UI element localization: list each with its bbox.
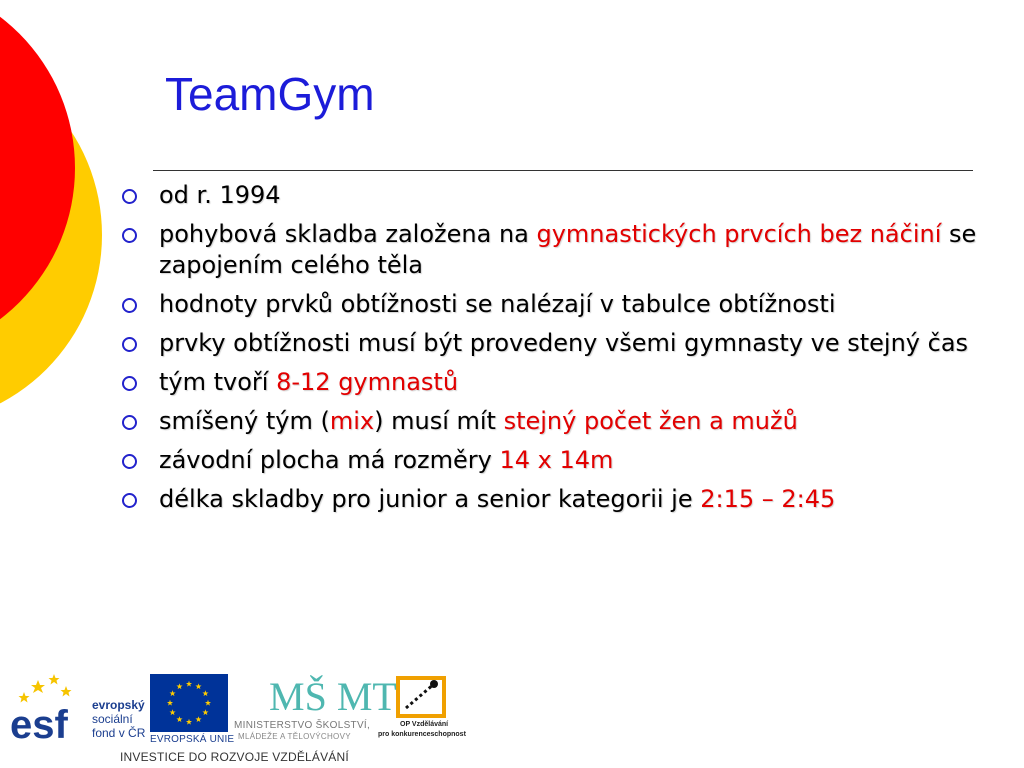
op-line-1: OP Vzdělávání: [400, 721, 449, 728]
footer-logos: [0, 660, 480, 768]
bullet-text: závodní plocha má rozměry: [159, 446, 500, 474]
msmt-emblem-icon: [234, 668, 397, 719]
bullet-item: [122, 406, 982, 437]
slide-title: TeamGym: [165, 68, 375, 120]
bullet-text: od r. 1994: [159, 181, 281, 209]
bullet-text: pohybová skladba založena na: [159, 220, 537, 248]
svg-text:esf: esf: [10, 703, 68, 747]
esf-line-1: evropský: [92, 698, 145, 712]
bullet-marker-icon: [122, 298, 137, 313]
highlight-text: gymnastických prvcích bez náčiní: [536, 220, 942, 248]
bullet-marker-icon: [122, 189, 137, 204]
bullet-marker-icon: [122, 493, 137, 508]
msmt-line-1: MINISTERSTVO ŠKOLSTVÍ,: [234, 720, 371, 731]
investice-caption: INVESTICE DO ROZVOJE VZDĚLÁVÁNÍ: [120, 750, 349, 764]
bullet-text: tým tvoří: [159, 368, 277, 396]
decorative-circles: [0, 0, 80, 400]
esf-line-3: fond v ČR: [92, 726, 146, 740]
bullet-text: délka skladby pro junior a senior kategorii je: [159, 485, 701, 513]
eu-logo: [150, 674, 235, 745]
bullet-marker-icon: [122, 454, 137, 469]
bullet-list: [122, 180, 982, 523]
msmt-logo: [234, 668, 397, 748]
svg-text:MŠ MT: MŠ MT: [269, 674, 397, 719]
bullet-item: [122, 445, 982, 476]
highlight-text: 14 x 14m: [499, 446, 614, 474]
bullet-item: [122, 367, 982, 398]
highlight-text: 8-12 gymnastů: [276, 368, 459, 396]
bullet-item: [122, 328, 982, 359]
bullet-item: [122, 289, 982, 320]
bullet-marker-icon: [122, 415, 137, 430]
bullet-item: [122, 219, 982, 281]
title-divider: [153, 170, 973, 171]
bullet-text: smíšený tým (: [159, 407, 330, 435]
esf-logo: [10, 672, 150, 747]
eu-flag-icon: [150, 674, 228, 732]
bullet-marker-icon: [122, 228, 137, 243]
bullet-text: prvky obtížnosti musí být provedeny všemi gymnasty ve stejný čas: [159, 329, 969, 357]
msmt-line-2: MLÁDEŽE A TĚLOVÝCHOVY: [238, 732, 351, 741]
bullet-item: [122, 484, 982, 515]
op-emblem-icon: [376, 670, 476, 722]
highlight-text: mix: [329, 407, 375, 435]
highlight-text: stejný počet žen a mužů: [503, 407, 798, 435]
highlight-text: 2:15 – 2:45: [700, 485, 836, 513]
bullet-text: ) musí mít: [374, 407, 504, 435]
bullet-marker-icon: [122, 376, 137, 391]
bullet-item: [122, 180, 982, 211]
op-logo: [376, 670, 476, 750]
op-line-2: pro konkurenceschopnost: [378, 731, 466, 738]
bullet-text: hodnoty prvků obtížnosti se nalézají v tabulce obtížnosti: [159, 290, 836, 318]
bullet-marker-icon: [122, 337, 137, 352]
eu-label: EVROPSKÁ UNIE: [150, 734, 235, 745]
esf-line-2: sociální: [92, 712, 133, 726]
bullet-text: se zapojením celého těla: [159, 220, 977, 279]
